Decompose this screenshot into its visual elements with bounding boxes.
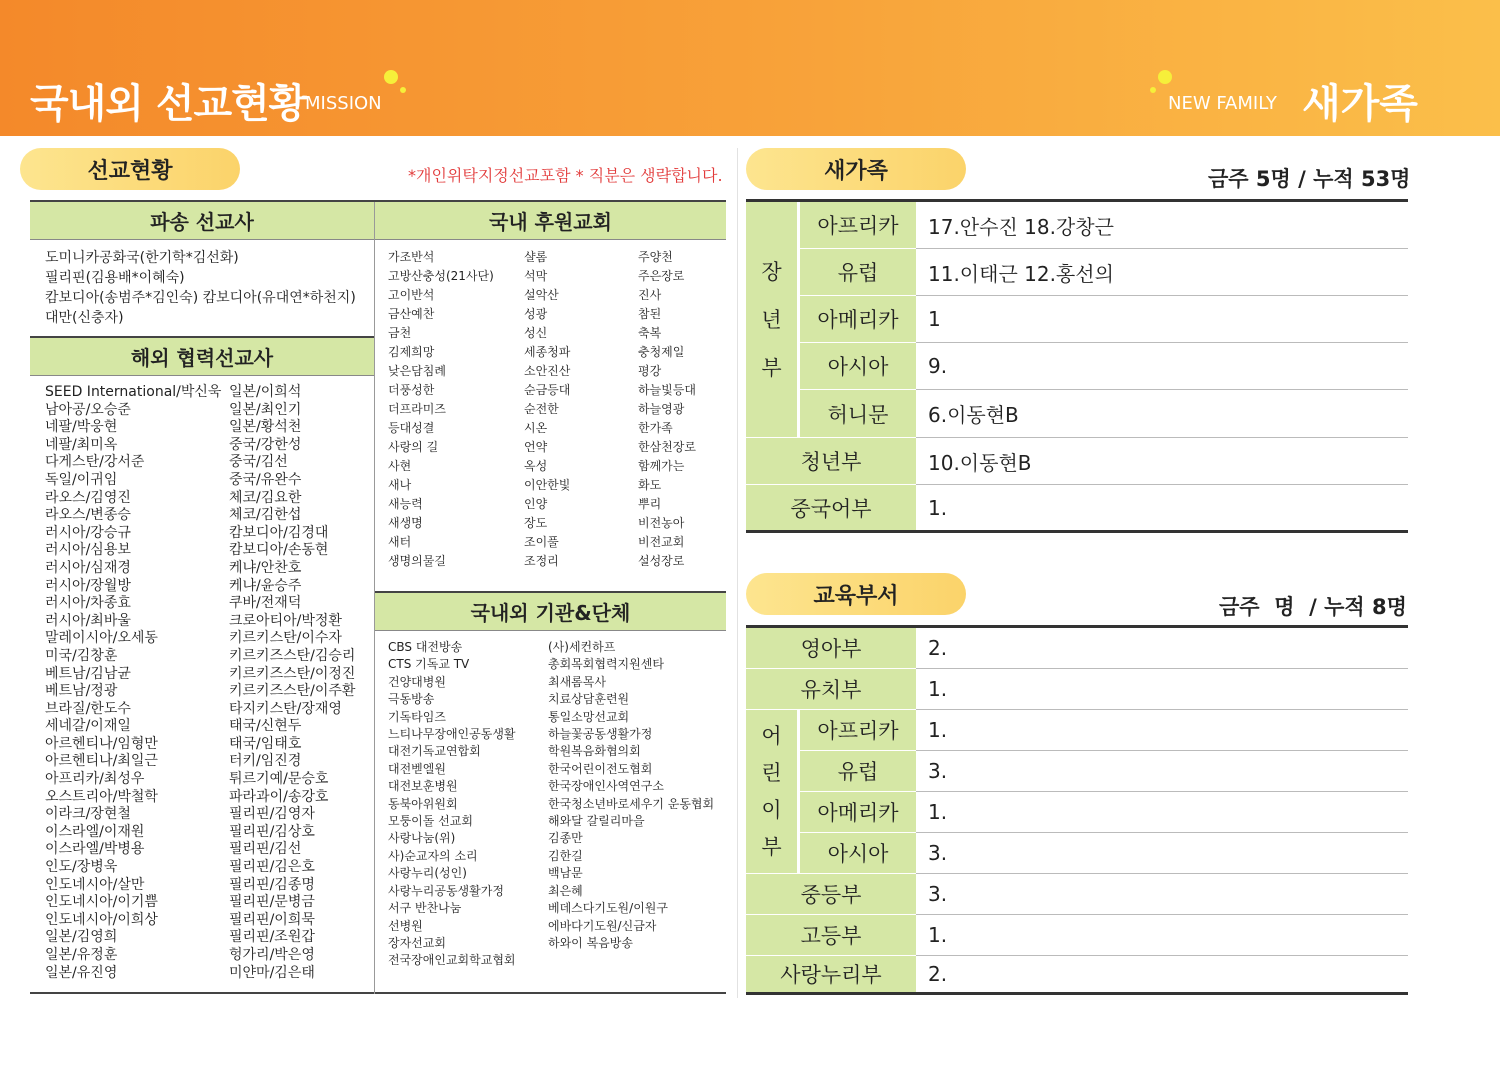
overseas-missionary-item: 필리핀/김은호 xyxy=(229,859,315,876)
overseas-missionary-item: 아르헨티나/임형만 xyxy=(45,735,158,752)
domestic-church-item: 성신 xyxy=(524,326,548,340)
group-label-char: 어 xyxy=(761,723,782,748)
overseas-missionary-item: 체코/김한섭 xyxy=(229,507,302,524)
organization-item: 해와달 갈릴리마을 xyxy=(548,814,645,829)
overseas-missionary-item: 필리핀/문병금 xyxy=(229,894,315,911)
overseas-missionary-item: 일본/유정훈 xyxy=(45,947,118,963)
organization-item: 최은혜 xyxy=(548,883,583,898)
overseas-missionary-item: 라오스/김영진 xyxy=(45,489,131,506)
organization-item: 선병원 xyxy=(388,918,423,933)
organization-item: (사)세컨하프 xyxy=(548,640,616,654)
group-label-char: 부 xyxy=(761,355,782,380)
domestic-header: 국내 후원교회 xyxy=(375,202,726,240)
overseas-missionary-item: 러시아/심용보 xyxy=(45,542,131,559)
organization-item: 사랑누리공동생활가정 xyxy=(388,883,504,898)
domestic-church-item: 옥성 xyxy=(524,459,548,473)
domestic-church-item: 설악산 xyxy=(524,288,559,302)
organization-item: 전국장애인교회학교협회 xyxy=(388,953,516,968)
organization-item: 기독타임즈 xyxy=(388,709,446,724)
newfamily-row-value: 6.이동현B xyxy=(916,390,1408,438)
overseas-missionary-item: 아프리카/최성우 xyxy=(45,771,145,788)
education-row-label: 중등부 xyxy=(746,874,916,915)
domestic-church-item: 하늘빛등대 xyxy=(638,383,696,397)
education-row-value: 1. xyxy=(916,669,1408,710)
newfamily-row-value: 17.안수진 18.강창근 xyxy=(916,202,1408,249)
education-row-value: 3. xyxy=(916,833,1408,874)
domestic-church-item: 진사 xyxy=(638,288,662,302)
overseas-header: 해외 협력선교사 xyxy=(30,336,374,376)
domestic-church-item: 새능력 xyxy=(388,497,423,511)
domestic-church-item: 비전교회 xyxy=(638,535,685,549)
education-row-label: 유치부 xyxy=(746,669,916,710)
dispatched-header: 파송 선교사 xyxy=(30,202,374,240)
overseas-missionary-item: 중국/강한성 xyxy=(229,436,302,453)
organization-item: 모퉁이돌 선교회 xyxy=(388,814,473,829)
education-row-value: 1. xyxy=(916,792,1408,833)
overseas-missionary-item: 일본/최인기 xyxy=(229,401,302,418)
organization-item: 베데스다기도원/이원구 xyxy=(548,901,668,916)
dispatched-line: 캄보디아(송범주*김인숙) 캄보디아(유대연*하천지) xyxy=(45,290,356,306)
column-divider xyxy=(737,148,738,998)
newfamily-row-label: 아시아 xyxy=(800,343,916,390)
overseas-missionary-item: 쿠바/전재덕 xyxy=(229,595,302,612)
education-count: 금주 명 / 누적 8명 xyxy=(1219,595,1407,619)
education-row-label: 유럽 xyxy=(800,751,916,792)
newfamily-row-value: 11.이태근 12.홍선의 xyxy=(916,249,1408,296)
overseas-missionary-item: 러시아/장월방 xyxy=(45,577,131,594)
newfamily-count: 금주 5명 / 누적 53명 xyxy=(1208,167,1411,191)
organization-item: 에바다기도원/신금자 xyxy=(548,918,657,933)
overseas-missionary-item: 세네갈/이재일 xyxy=(45,718,131,735)
overseas-missionary-item: 러시아/최바울 xyxy=(45,612,131,629)
domestic-church-item: 샬롬 xyxy=(524,250,548,264)
newfamily-group-label xyxy=(746,202,798,438)
dispatched-line: 필리핀(김용배*이혜숙) xyxy=(45,270,185,286)
domestic-church-item: 주양천 xyxy=(638,250,673,264)
education-row-value: 2. xyxy=(928,962,948,986)
newfamily-header-subtitle: NEW FAMILY xyxy=(1168,93,1277,114)
overseas-missionary-item: 네팔/박웅현 xyxy=(45,419,118,436)
domestic-list-col1 xyxy=(388,248,494,571)
organization-item: 총회목회협력지원센타 xyxy=(548,657,664,672)
decor-dot-icon xyxy=(1158,70,1172,84)
domestic-church-item: 더풍성한 xyxy=(388,383,435,397)
overseas-list-col2 xyxy=(229,384,355,982)
organization-item: 김종만 xyxy=(548,831,583,846)
overseas-missionary-item: 다게스탄/강서준 xyxy=(45,454,145,471)
overseas-missionary-item: 필리핀/김상호 xyxy=(229,823,315,840)
overseas-missionary-item: 필리핀/이희묵 xyxy=(229,911,315,928)
overseas-missionary-item: 미국/김창훈 xyxy=(45,647,118,664)
org-list-col1 xyxy=(388,639,516,970)
org-list-col2 xyxy=(548,639,714,952)
domestic-church-item: 이안한빛 xyxy=(524,478,571,492)
overseas-list-col1 xyxy=(45,384,221,982)
dispatched-line: 도미니카공화국(한기학*김선화) xyxy=(45,250,239,266)
domestic-church-item: 충청제일 xyxy=(638,345,685,359)
organization-item: 한국장애인사역연구소 xyxy=(548,779,664,794)
domestic-church-item: 축복 xyxy=(638,326,662,340)
mission-header-subtitle: MISSION xyxy=(305,93,382,114)
organization-item: 대전벧엘원 xyxy=(388,761,446,776)
domestic-church-item: 금천 xyxy=(388,326,412,340)
group-label-char: 부 xyxy=(761,834,782,859)
organization-item: 치료상담훈련원 xyxy=(548,692,630,707)
domestic-list-col2 xyxy=(524,248,570,571)
overseas-missionary-item: 키르키스탄/이수자 xyxy=(229,630,342,647)
overseas-missionary-item: 이스라엘/박병용 xyxy=(45,841,145,858)
mission-note: *개인위탁지정선교포함 * 직분은 생략합니다. xyxy=(408,166,723,185)
organization-item: 학원복음화협의회 xyxy=(548,744,641,759)
overseas-missionary-item: 키르키즈스탄/김승리 xyxy=(229,647,356,664)
overseas-missionary-item: 캄보디아/손동현 xyxy=(229,542,329,559)
overseas-missionary-item: 필리핀/김종명 xyxy=(229,876,315,893)
domestic-church-item: 금산예찬 xyxy=(388,307,435,321)
overseas-missionary-item: 키르키즈스탄/이주환 xyxy=(229,683,356,700)
organization-item: CBS 대전방송 xyxy=(388,640,463,654)
domestic-church-item: 시온 xyxy=(524,421,548,435)
newfamily-header-title: 새가족 xyxy=(1302,81,1418,127)
education-pill: 교육부서 xyxy=(746,573,966,615)
domestic-church-item: 낮은담침례 xyxy=(388,364,446,378)
domestic-church-item: 참된 xyxy=(638,307,662,321)
overseas-missionary-item: 튀르기예/문승호 xyxy=(229,771,329,788)
overseas-missionary-item: 일본/유진영 xyxy=(45,964,118,981)
overseas-missionary-item: 러시아/심재경 xyxy=(45,559,131,576)
domestic-church-item: 조정리 xyxy=(524,554,559,568)
domestic-church-item: 순금등대 xyxy=(524,383,571,397)
organization-item: 하늘꽃공동생활가정 xyxy=(548,727,653,742)
organization-item: 느티나무장애인공동생활 xyxy=(388,727,516,742)
organization-item: 장자선교회 xyxy=(388,935,446,950)
domestic-church-item: 가조반석 xyxy=(388,250,435,264)
domestic-church-item: 평강 xyxy=(638,364,662,378)
overseas-missionary-item: 필리핀/김영자 xyxy=(229,806,315,823)
organization-item: 통일소망선교회 xyxy=(548,709,630,724)
overseas-missionary-item: 라오스/변종승 xyxy=(45,507,131,524)
mission-panel xyxy=(30,200,726,994)
organization-item: 하와이 복음방송 xyxy=(548,935,633,950)
education-row-value: 2. xyxy=(916,628,1408,669)
domestic-church-item: 뿌리 xyxy=(638,497,662,511)
newfamily-row-label: 허니문 xyxy=(800,390,916,438)
organization-item: 사)순교자의 소리 xyxy=(388,848,478,863)
organization-item: 한국어린이전도협회 xyxy=(548,761,653,776)
overseas-missionary-item: 일본/김영희 xyxy=(45,929,118,946)
domestic-church-item: 고방산충성(21사단) xyxy=(388,269,494,283)
organization-item: 한국청소년바로세우기 운동협회 xyxy=(548,796,715,811)
domestic-church-item: 순전한 xyxy=(524,402,559,416)
organization-item: 사랑누리(성인) xyxy=(388,866,467,881)
group-label-char: 린 xyxy=(761,760,782,785)
domestic-church-item: 사랑의 길 xyxy=(388,440,439,454)
newfamily-row-value: 1 xyxy=(916,296,1408,343)
newfamily-row-value: 9. xyxy=(916,343,1408,390)
newfamily-pill: 새가족 xyxy=(746,148,966,190)
overseas-missionary-item: 체코/김요한 xyxy=(229,489,302,506)
overseas-missionary-item: 이스라엘/이재원 xyxy=(45,823,145,840)
overseas-missionary-item: 키르키즈스탄/이정진 xyxy=(229,665,356,682)
overseas-missionary-item: 중국/유완수 xyxy=(229,471,302,488)
newfamily-row-label: 아메리카 xyxy=(800,296,916,343)
domestic-church-item: 김제희망 xyxy=(388,345,435,359)
dispatched-line: 대만(신충자) xyxy=(45,310,124,326)
organization-item: 건양대병원 xyxy=(388,674,446,689)
domestic-church-item: 새터 xyxy=(388,535,412,549)
domestic-church-item: 하늘영광 xyxy=(638,402,685,416)
domestic-church-item: 설성장로 xyxy=(638,554,685,568)
overseas-missionary-item: 이라크/장현철 xyxy=(45,806,131,823)
overseas-missionary-item: 필리핀/김선 xyxy=(229,841,302,858)
overseas-missionary-item: 태국/신현두 xyxy=(229,718,302,735)
group-label-char: 년 xyxy=(761,307,782,332)
overseas-missionary-item: 인도네시아/이기쁨 xyxy=(45,894,158,911)
domestic-church-item: 한삼천장로 xyxy=(638,440,696,454)
overseas-missionary-item: 케냐/안찬호 xyxy=(229,559,302,576)
education-row-label: 아시아 xyxy=(800,833,916,874)
overseas-missionary-item: 오스트리아/박철학 xyxy=(45,788,158,805)
education-row-value: 1. xyxy=(916,710,1408,751)
overseas-missionary-item: 헝가리/박은영 xyxy=(229,947,315,963)
newfamily-row-value: 1. xyxy=(928,495,948,520)
education-table xyxy=(746,625,1408,995)
organization-item: 사랑나눔(위) xyxy=(388,831,456,846)
overseas-missionary-item: 캄보디아/김경대 xyxy=(229,524,329,541)
domestic-church-item: 소안진산 xyxy=(524,364,571,378)
overseas-missionary-item: 베트남/김남균 xyxy=(45,665,131,682)
domestic-church-item: 조이풀 xyxy=(524,535,559,549)
organization-item: 동북아위원회 xyxy=(388,796,458,811)
org-header: 국내외 기관&단체 xyxy=(375,591,726,631)
overseas-missionary-item: 중국/김선 xyxy=(229,454,288,471)
education-row-value: 3. xyxy=(916,751,1408,792)
domestic-church-item: 장도 xyxy=(524,516,548,530)
domestic-church-item: 성광 xyxy=(524,307,548,321)
overseas-missionary-item: 인도네시아/살만 xyxy=(45,876,145,893)
newfamily-row-label: 중국어부 xyxy=(746,485,916,530)
domestic-church-item: 언약 xyxy=(524,440,548,454)
overseas-missionary-item: 필리핀/조원갑 xyxy=(229,929,315,946)
domestic-church-item: 비전농아 xyxy=(638,516,685,530)
education-row-value: 1. xyxy=(916,915,1408,956)
domestic-list-col3 xyxy=(638,248,696,571)
overseas-missionary-item: 터키/임진경 xyxy=(229,753,302,770)
education-row-label: 아메리카 xyxy=(800,792,916,833)
organization-item: 백남문 xyxy=(548,866,583,881)
mission-header-title: 국내외 선교현황 xyxy=(30,81,307,127)
decor-dot-icon xyxy=(384,70,398,84)
overseas-missionary-item: 일본/황석천 xyxy=(229,419,302,436)
overseas-missionary-item: 케냐/윤승주 xyxy=(229,577,302,594)
overseas-missionary-item: 미얀마/김은태 xyxy=(229,964,315,981)
newfamily-row-value: 10.이동현B xyxy=(916,438,1408,485)
domestic-church-item: 석막 xyxy=(524,269,548,283)
education-row-label: 영아부 xyxy=(746,628,916,669)
organization-item: 최새롬목사 xyxy=(548,674,606,689)
newfamily-row-label: 청년부 xyxy=(746,438,916,485)
overseas-missionary-item: SEED International/박신욱 xyxy=(45,384,222,400)
overseas-missionary-item: 독일/이귀임 xyxy=(45,471,118,488)
overseas-missionary-item: 브라질/한도수 xyxy=(45,700,131,717)
overseas-missionary-item: 태국/임태호 xyxy=(229,735,302,752)
domestic-church-item: 화도 xyxy=(638,478,662,492)
overseas-missionary-item: 러시아/차종효 xyxy=(45,595,131,612)
overseas-missionary-item: 파라과이/송강호 xyxy=(229,788,329,805)
education-row-label: 고등부 xyxy=(746,915,916,956)
education-group-label xyxy=(746,710,798,874)
overseas-missionary-item: 말레이시아/오세동 xyxy=(45,630,158,647)
newfamily-table xyxy=(746,199,1408,533)
domestic-church-item: 생명의물길 xyxy=(388,554,446,568)
domestic-church-item: 더프라미즈 xyxy=(388,402,446,416)
education-row-value: 3. xyxy=(916,874,1408,915)
page-header xyxy=(0,0,1500,136)
overseas-missionary-item: 베트남/정광 xyxy=(45,683,118,700)
overseas-missionary-item: 남아공/오승준 xyxy=(45,401,131,418)
overseas-missionary-item: 네팔/최미옥 xyxy=(45,436,118,453)
organization-item: 김한길 xyxy=(548,848,583,863)
domestic-church-item: 함께가는 xyxy=(638,459,685,473)
organization-item: 서구 반찬나눔 xyxy=(388,901,462,916)
domestic-church-item: 주은장로 xyxy=(638,269,685,283)
domestic-church-item: 등대성결 xyxy=(388,421,435,435)
domestic-church-item: 인양 xyxy=(524,497,548,511)
domestic-church-item: 새나 xyxy=(388,478,412,492)
mission-pill: 선교현황 xyxy=(20,148,240,190)
newfamily-row-label: 유럽 xyxy=(800,249,916,296)
decor-dot-icon xyxy=(400,87,406,93)
education-row-label: 사랑누리부 xyxy=(746,956,916,992)
domestic-church-item: 고이반석 xyxy=(388,288,435,302)
group-label-char: 이 xyxy=(761,797,782,822)
domestic-church-item: 세종청파 xyxy=(524,345,571,359)
overseas-missionary-item: 아르헨티나/최일근 xyxy=(45,753,158,770)
group-label-char: 장 xyxy=(761,259,782,284)
organization-item: CTS 기독교 TV xyxy=(388,657,470,672)
organization-item: 극동방송 xyxy=(388,692,435,707)
overseas-missionary-item: 인도네시아/이희상 xyxy=(45,911,158,928)
overseas-missionary-item: 크로아티아/박정환 xyxy=(229,612,342,629)
domestic-church-item: 한가족 xyxy=(638,421,673,435)
overseas-missionary-item: 인도/장병욱 xyxy=(45,859,118,876)
education-row-label: 아프리카 xyxy=(800,710,916,751)
organization-item: 대전보훈병원 xyxy=(388,779,458,794)
newfamily-row-label: 아프리카 xyxy=(800,202,916,249)
decor-dot-icon xyxy=(1150,87,1156,93)
overseas-missionary-item: 일본/이희석 xyxy=(229,384,302,400)
overseas-missionary-item: 러시아/강승규 xyxy=(45,524,131,541)
domestic-church-item: 사현 xyxy=(388,459,412,473)
domestic-church-item: 새생명 xyxy=(388,516,423,530)
overseas-missionary-item: 타지키스탄/장재영 xyxy=(229,700,342,717)
organization-item: 대전기독교연합회 xyxy=(388,744,481,759)
